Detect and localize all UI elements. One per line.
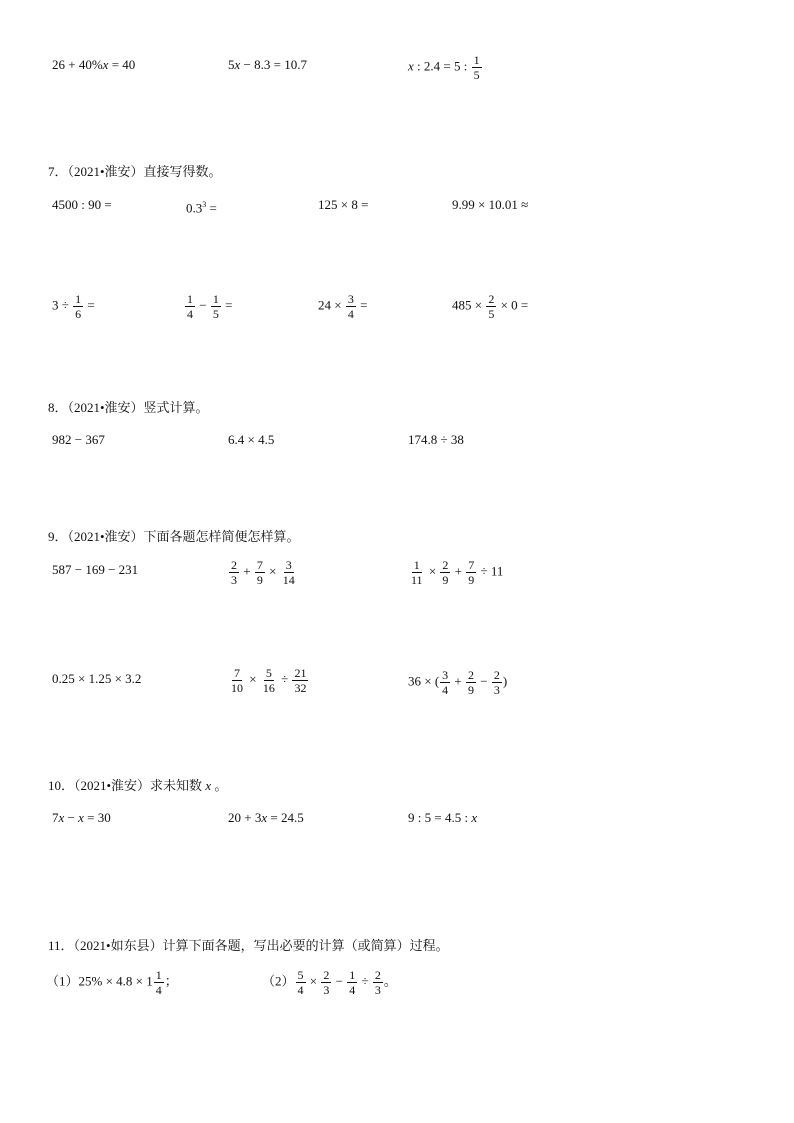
- fraction: $\frac{1}{4}$: [349, 968, 356, 997]
- question-9-title: 9．（2021•淮安）下面各题怎样简便怎样算。: [48, 529, 300, 544]
- fraction: $\frac{7}{9}$: [468, 558, 475, 587]
- fraction: $\frac{21}{32}$: [294, 666, 307, 695]
- q10-item-1: 7x − x = 30: [52, 810, 111, 825]
- fraction: $\frac{7}{9}$: [256, 558, 263, 587]
- equation-1: 26 + 40%x = 40: [52, 57, 136, 72]
- fraction: $\frac{2}{3}$: [493, 668, 500, 697]
- fraction: $\frac{7}{10}$: [231, 666, 243, 695]
- q9-item-1: 587 − 169 − 231: [52, 562, 139, 577]
- fraction: $\frac{2}{9}$: [442, 558, 449, 587]
- fraction: $\frac{3}{4}$: [442, 668, 449, 697]
- question-8-title: 8．（2021•淮安）竖式计算。: [48, 400, 209, 415]
- fraction: $\frac{5}{4}$: [297, 968, 304, 997]
- fraction: $\frac{3}{4}$: [347, 292, 354, 321]
- q7-item-8: 485 × $\frac{2}{5}$ × 0 =: [452, 292, 529, 321]
- q7-item-1: 4500 : 90 =: [52, 197, 112, 212]
- question-11-title: 11．（2021•如东县）计算下面各题，写出必要的计算（或简算）过程。: [48, 938, 449, 953]
- equation-2: 5x − 8.3 = 10.7: [228, 57, 307, 72]
- fraction: $\frac{1}{6}$: [75, 292, 82, 321]
- q7-item-4: 9.99 × 10.01 ≈: [452, 197, 529, 212]
- fraction: $\frac{2}{9}$: [468, 668, 475, 697]
- fraction: $\frac{3}{14}$: [282, 558, 295, 587]
- question-10-title: 10．（2021•淮安）求未知数 x 。: [48, 778, 228, 793]
- fraction: $\frac{2}{3}$: [374, 968, 381, 997]
- fraction: $\frac{1}{5}$: [212, 292, 219, 321]
- q7-item-3: 125 × 8 =: [318, 197, 369, 212]
- fraction: $\frac{1}{11}$: [411, 558, 423, 587]
- q8-item-1: 982 − 367: [52, 432, 105, 447]
- fraction: $\frac{5}{16}$: [262, 666, 275, 695]
- question-7-title: 7．（2021•淮安）直接写得数。: [48, 164, 222, 179]
- q10-item-3: 9 : 5 = 4.5 : x: [408, 810, 478, 825]
- q11-part-1: （1）25% × 4.8 × 1 $\frac{1}{4}$ ；: [46, 968, 178, 997]
- q9-item-4: 0.25 × 1.25 × 3.2: [52, 671, 142, 686]
- q8-item-2: 6.4 × 4.5: [228, 432, 275, 447]
- q11-part-2: （2） $\frac{5}{4}$ × $\frac{2}{3}$ − $\frac{1}{4}$ ÷ $\frac{2}{3}$ 。: [262, 968, 397, 997]
- q8-item-3: 174.8 ÷ 38: [408, 432, 464, 447]
- fraction: $\frac{1}{4}$: [187, 292, 193, 321]
- fraction: $\frac{1}{5}$: [473, 53, 480, 82]
- q7-item-2: $0.3^3$ =: [186, 200, 217, 216]
- fraction: $\frac{2}{3}$: [323, 968, 330, 997]
- equation-3: x : 2.4 = 5 : $\frac{1}{5}$: [408, 53, 480, 82]
- fraction: $\frac{1}{4}$: [155, 968, 162, 997]
- q9-item-2: $\frac{2}{3}$ + $\frac{7}{9}$ × $\frac{3}{14}$: [231, 558, 295, 587]
- q7-item-6: $\frac{1}{4}$ − $\frac{1}{5}$ =: [187, 292, 233, 321]
- q9-item-6: 36 × ( $\frac{3}{4}$ + $\frac{2}{9}$ − $\frac{2}{3}$ ): [408, 668, 508, 697]
- q9-item-5: $\frac{7}{10}$ × $\frac{5}{16}$ ÷ $\frac{21}{32}$: [231, 666, 307, 695]
- q7-item-5: 3 ÷ $\frac{1}{6}$ =: [52, 292, 95, 321]
- q10-item-2: 20 + 3x = 24.5: [228, 810, 304, 825]
- q9-item-3: $\frac{1}{11}$ × $\frac{2}{9}$ + $\frac{7}{9}$ ÷ 11: [411, 558, 504, 587]
- fraction: $\frac{2}{3}$: [231, 558, 237, 587]
- q7-item-7: 24 × $\frac{3}{4}$ =: [318, 292, 368, 321]
- fraction: $\frac{2}{5}$: [488, 292, 495, 321]
